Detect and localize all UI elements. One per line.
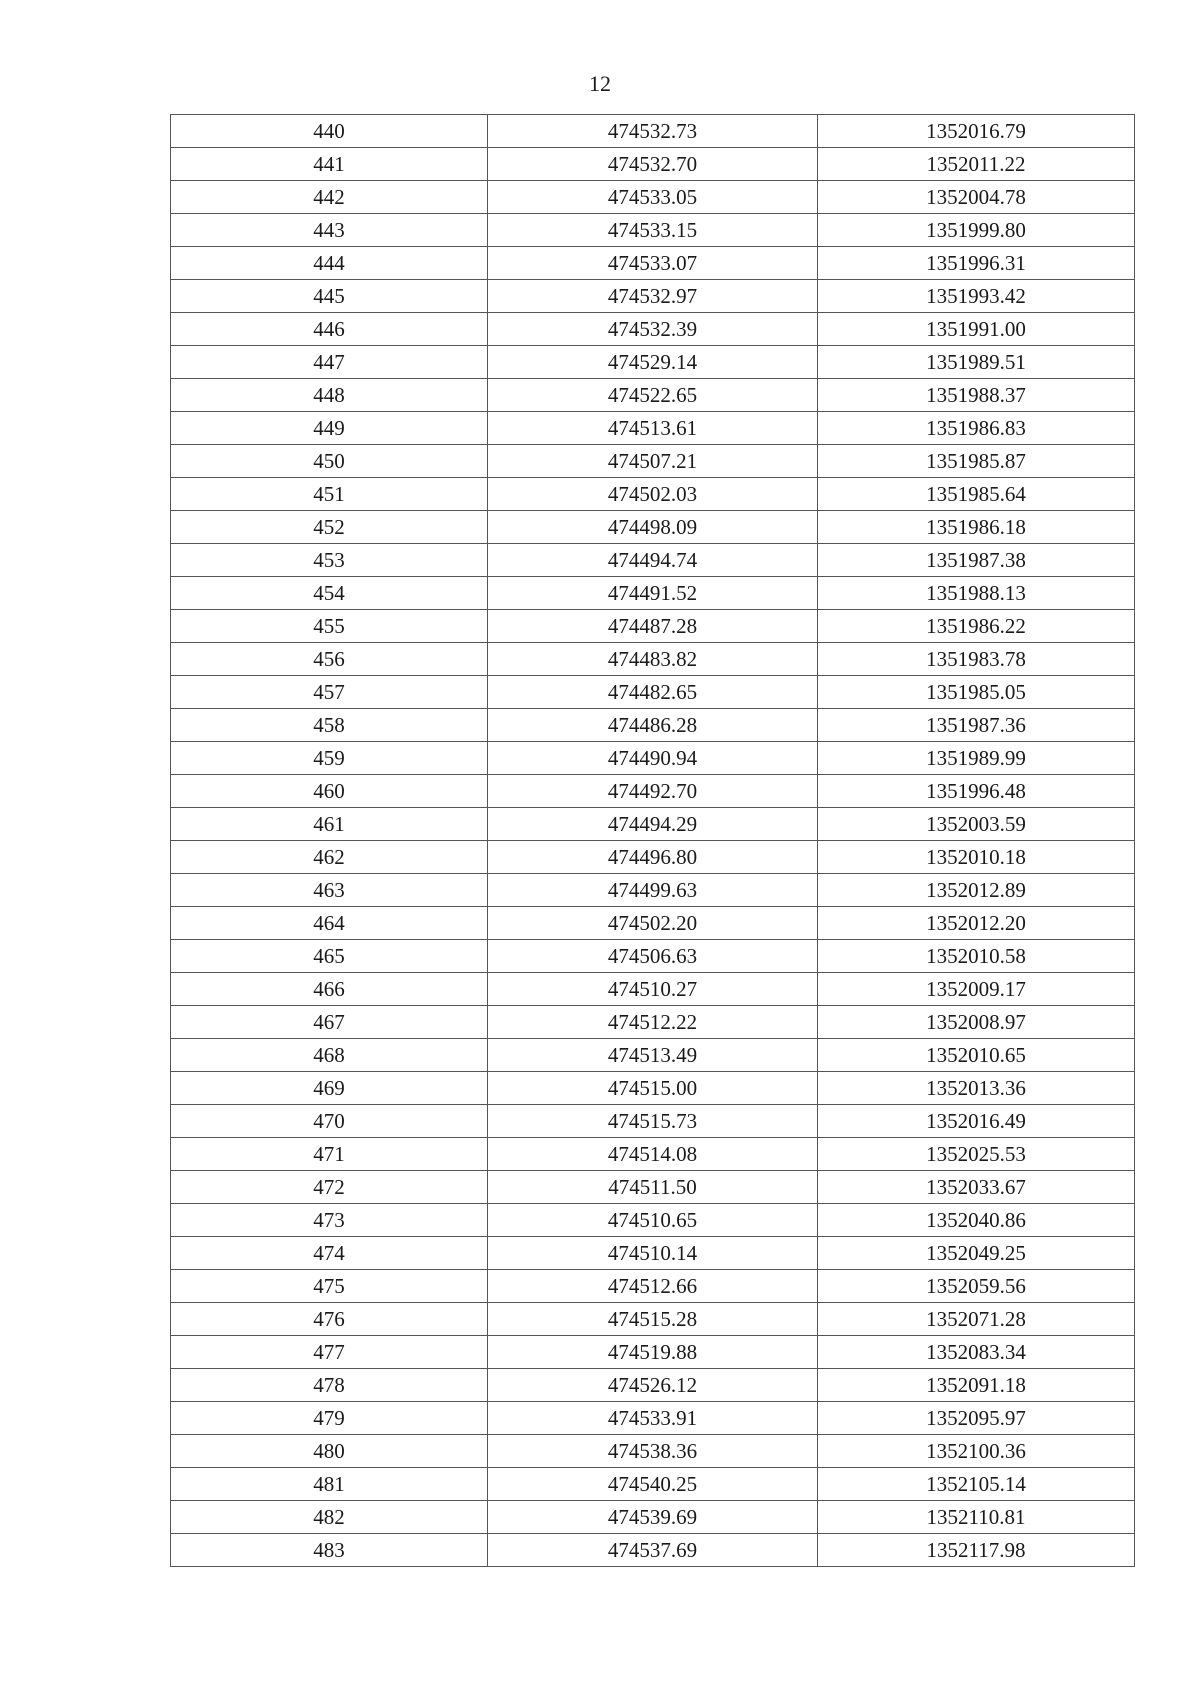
table-row: [171, 1270, 1135, 1303]
point-number-cell: 458: [171, 709, 488, 742]
table-row: [171, 973, 1135, 1006]
table-row: [171, 511, 1135, 544]
x-coordinate-cell: 474494.74: [488, 544, 818, 577]
y-coordinate-cell: 1352105.14: [818, 1468, 1135, 1501]
table-row: [171, 544, 1135, 577]
y-coordinate-cell: 1352016.79: [818, 115, 1135, 148]
point-number-cell: 453: [171, 544, 488, 577]
y-coordinate-cell: 1351999.80: [818, 214, 1135, 247]
point-number-cell: 481: [171, 1468, 488, 1501]
x-coordinate-cell: 474496.80: [488, 841, 818, 874]
point-number-cell: 483: [171, 1534, 488, 1567]
table-row: [171, 1171, 1135, 1204]
y-coordinate-cell: 1351986.22: [818, 610, 1135, 643]
y-coordinate-cell: 1352011.22: [818, 148, 1135, 181]
table-row: [171, 1468, 1135, 1501]
table-row: [171, 1105, 1135, 1138]
table-row: [171, 1501, 1135, 1534]
point-number-cell: 451: [171, 478, 488, 511]
x-coordinate-cell: 474540.25: [488, 1468, 818, 1501]
point-number-cell: 473: [171, 1204, 488, 1237]
point-number-cell: 446: [171, 313, 488, 346]
x-coordinate-cell: 474486.28: [488, 709, 818, 742]
table-row: [171, 742, 1135, 775]
x-coordinate-cell: 474514.08: [488, 1138, 818, 1171]
y-coordinate-cell: 1351996.31: [818, 247, 1135, 280]
y-coordinate-cell: 1352110.81: [818, 1501, 1135, 1534]
point-number-cell: 462: [171, 841, 488, 874]
x-coordinate-cell: 474491.52: [488, 577, 818, 610]
point-number-cell: 450: [171, 445, 488, 478]
point-number-cell: 476: [171, 1303, 488, 1336]
y-coordinate-cell: 1352117.98: [818, 1534, 1135, 1567]
table-row: [171, 1006, 1135, 1039]
y-coordinate-cell: 1352004.78: [818, 181, 1135, 214]
x-coordinate-cell: 474502.03: [488, 478, 818, 511]
x-coordinate-cell: 474532.97: [488, 280, 818, 313]
table-row: [171, 1039, 1135, 1072]
table-row: [171, 214, 1135, 247]
x-coordinate-cell: 474522.65: [488, 379, 818, 412]
table-row: [171, 313, 1135, 346]
table-row: [171, 346, 1135, 379]
point-number-cell: 459: [171, 742, 488, 775]
table-row: [171, 808, 1135, 841]
x-coordinate-cell: 474512.66: [488, 1270, 818, 1303]
table-row: [171, 1336, 1135, 1369]
x-coordinate-cell: 474487.28: [488, 610, 818, 643]
point-number-cell: 468: [171, 1039, 488, 1072]
table-row: [171, 676, 1135, 709]
point-number-cell: 443: [171, 214, 488, 247]
y-coordinate-cell: 1352040.86: [818, 1204, 1135, 1237]
x-coordinate-cell: 474510.65: [488, 1204, 818, 1237]
x-coordinate-cell: 474529.14: [488, 346, 818, 379]
point-number-cell: 474: [171, 1237, 488, 1270]
y-coordinate-cell: 1352008.97: [818, 1006, 1135, 1039]
table-row: [171, 643, 1135, 676]
table-row: [171, 247, 1135, 280]
y-coordinate-cell: 1352009.17: [818, 973, 1135, 1006]
x-coordinate-cell: 474538.36: [488, 1435, 818, 1468]
y-coordinate-cell: 1351985.64: [818, 478, 1135, 511]
x-coordinate-cell: 474519.88: [488, 1336, 818, 1369]
x-coordinate-cell: 474506.63: [488, 940, 818, 973]
y-coordinate-cell: 1352010.18: [818, 841, 1135, 874]
x-coordinate-cell: 474510.14: [488, 1237, 818, 1270]
x-coordinate-cell: 474533.05: [488, 181, 818, 214]
table-row: [171, 907, 1135, 940]
point-number-cell: 469: [171, 1072, 488, 1105]
point-number-cell: 449: [171, 412, 488, 445]
y-coordinate-cell: 1352033.67: [818, 1171, 1135, 1204]
point-number-cell: 480: [171, 1435, 488, 1468]
point-number-cell: 461: [171, 808, 488, 841]
x-coordinate-cell: 474515.28: [488, 1303, 818, 1336]
table-row: [171, 1369, 1135, 1402]
point-number-cell: 440: [171, 115, 488, 148]
y-coordinate-cell: 1352095.97: [818, 1402, 1135, 1435]
point-number-cell: 470: [171, 1105, 488, 1138]
x-coordinate-cell: 474533.91: [488, 1402, 818, 1435]
point-number-cell: 442: [171, 181, 488, 214]
point-number-cell: 464: [171, 907, 488, 940]
x-coordinate-cell: 474492.70: [488, 775, 818, 808]
y-coordinate-cell: 1351986.18: [818, 511, 1135, 544]
coordinates-table: [170, 114, 1135, 1567]
table-row: [171, 1072, 1135, 1105]
page-number: 12: [589, 71, 611, 96]
x-coordinate-cell: 474539.69: [488, 1501, 818, 1534]
y-coordinate-cell: 1352012.89: [818, 874, 1135, 907]
y-coordinate-cell: 1351985.05: [818, 676, 1135, 709]
table-row: [171, 1138, 1135, 1171]
point-number-cell: 454: [171, 577, 488, 610]
x-coordinate-cell: 474499.63: [488, 874, 818, 907]
point-number-cell: 478: [171, 1369, 488, 1402]
x-coordinate-cell: 474513.61: [488, 412, 818, 445]
y-coordinate-cell: 1351988.37: [818, 379, 1135, 412]
point-number-cell: 460: [171, 775, 488, 808]
x-coordinate-cell: 474513.49: [488, 1039, 818, 1072]
point-number-cell: 465: [171, 940, 488, 973]
table-row: [171, 148, 1135, 181]
table-row: [171, 709, 1135, 742]
point-number-cell: 456: [171, 643, 488, 676]
point-number-cell: 463: [171, 874, 488, 907]
x-coordinate-cell: 474533.07: [488, 247, 818, 280]
x-coordinate-cell: 474483.82: [488, 643, 818, 676]
x-coordinate-cell: 474511.50: [488, 1171, 818, 1204]
table-row: [171, 1303, 1135, 1336]
table-row: [171, 841, 1135, 874]
point-number-cell: 479: [171, 1402, 488, 1435]
table-row: [171, 1534, 1135, 1567]
table-row: [171, 1204, 1135, 1237]
table-row: [171, 280, 1135, 313]
y-coordinate-cell: 1352049.25: [818, 1237, 1135, 1270]
y-coordinate-cell: 1352100.36: [818, 1435, 1135, 1468]
table-row: [171, 874, 1135, 907]
y-coordinate-cell: 1352003.59: [818, 808, 1135, 841]
table-row: [171, 1402, 1135, 1435]
y-coordinate-cell: 1351989.99: [818, 742, 1135, 775]
x-coordinate-cell: 474526.12: [488, 1369, 818, 1402]
table-row: [171, 412, 1135, 445]
x-coordinate-cell: 474515.73: [488, 1105, 818, 1138]
x-coordinate-cell: 474507.21: [488, 445, 818, 478]
y-coordinate-cell: 1351987.38: [818, 544, 1135, 577]
point-number-cell: 477: [171, 1336, 488, 1369]
x-coordinate-cell: 474515.00: [488, 1072, 818, 1105]
y-coordinate-cell: 1352010.65: [818, 1039, 1135, 1072]
x-coordinate-cell: 474502.20: [488, 907, 818, 940]
x-coordinate-cell: 474494.29: [488, 808, 818, 841]
y-coordinate-cell: 1352010.58: [818, 940, 1135, 973]
x-coordinate-cell: 474482.65: [488, 676, 818, 709]
table-row: [171, 940, 1135, 973]
point-number-cell: 445: [171, 280, 488, 313]
point-number-cell: 448: [171, 379, 488, 412]
x-coordinate-cell: 474490.94: [488, 742, 818, 775]
table-row: [171, 115, 1135, 148]
coordinates-table-body: [171, 115, 1135, 1567]
y-coordinate-cell: 1351986.83: [818, 412, 1135, 445]
y-coordinate-cell: 1351988.13: [818, 577, 1135, 610]
table-row: [171, 478, 1135, 511]
point-number-cell: 466: [171, 973, 488, 1006]
y-coordinate-cell: 1352083.34: [818, 1336, 1135, 1369]
table-row: [171, 379, 1135, 412]
point-number-cell: 444: [171, 247, 488, 280]
x-coordinate-cell: 474532.70: [488, 148, 818, 181]
x-coordinate-cell: 474510.27: [488, 973, 818, 1006]
x-coordinate-cell: 474498.09: [488, 511, 818, 544]
y-coordinate-cell: 1351983.78: [818, 643, 1135, 676]
x-coordinate-cell: 474512.22: [488, 1006, 818, 1039]
table-row: [171, 1435, 1135, 1468]
x-coordinate-cell: 474537.69: [488, 1534, 818, 1567]
x-coordinate-cell: 474532.39: [488, 313, 818, 346]
y-coordinate-cell: 1352059.56: [818, 1270, 1135, 1303]
point-number-cell: 457: [171, 676, 488, 709]
point-number-cell: 467: [171, 1006, 488, 1039]
point-number-cell: 482: [171, 1501, 488, 1534]
y-coordinate-cell: 1351987.36: [818, 709, 1135, 742]
y-coordinate-cell: 1352071.28: [818, 1303, 1135, 1336]
table-row: [171, 181, 1135, 214]
y-coordinate-cell: 1351991.00: [818, 313, 1135, 346]
x-coordinate-cell: 474532.73: [488, 115, 818, 148]
y-coordinate-cell: 1351996.48: [818, 775, 1135, 808]
point-number-cell: 472: [171, 1171, 488, 1204]
y-coordinate-cell: 1351985.87: [818, 445, 1135, 478]
y-coordinate-cell: 1351989.51: [818, 346, 1135, 379]
table-row: [171, 610, 1135, 643]
table-row: [171, 577, 1135, 610]
y-coordinate-cell: 1352016.49: [818, 1105, 1135, 1138]
y-coordinate-cell: 1352012.20: [818, 907, 1135, 940]
x-coordinate-cell: 474533.15: [488, 214, 818, 247]
y-coordinate-cell: 1352091.18: [818, 1369, 1135, 1402]
table-row: [171, 1237, 1135, 1270]
y-coordinate-cell: 1352013.36: [818, 1072, 1135, 1105]
point-number-cell: 455: [171, 610, 488, 643]
table-row: [171, 445, 1135, 478]
y-coordinate-cell: 1352025.53: [818, 1138, 1135, 1171]
point-number-cell: 452: [171, 511, 488, 544]
y-coordinate-cell: 1351993.42: [818, 280, 1135, 313]
point-number-cell: 441: [171, 148, 488, 181]
point-number-cell: 471: [171, 1138, 488, 1171]
table-row: [171, 775, 1135, 808]
point-number-cell: 475: [171, 1270, 488, 1303]
point-number-cell: 447: [171, 346, 488, 379]
